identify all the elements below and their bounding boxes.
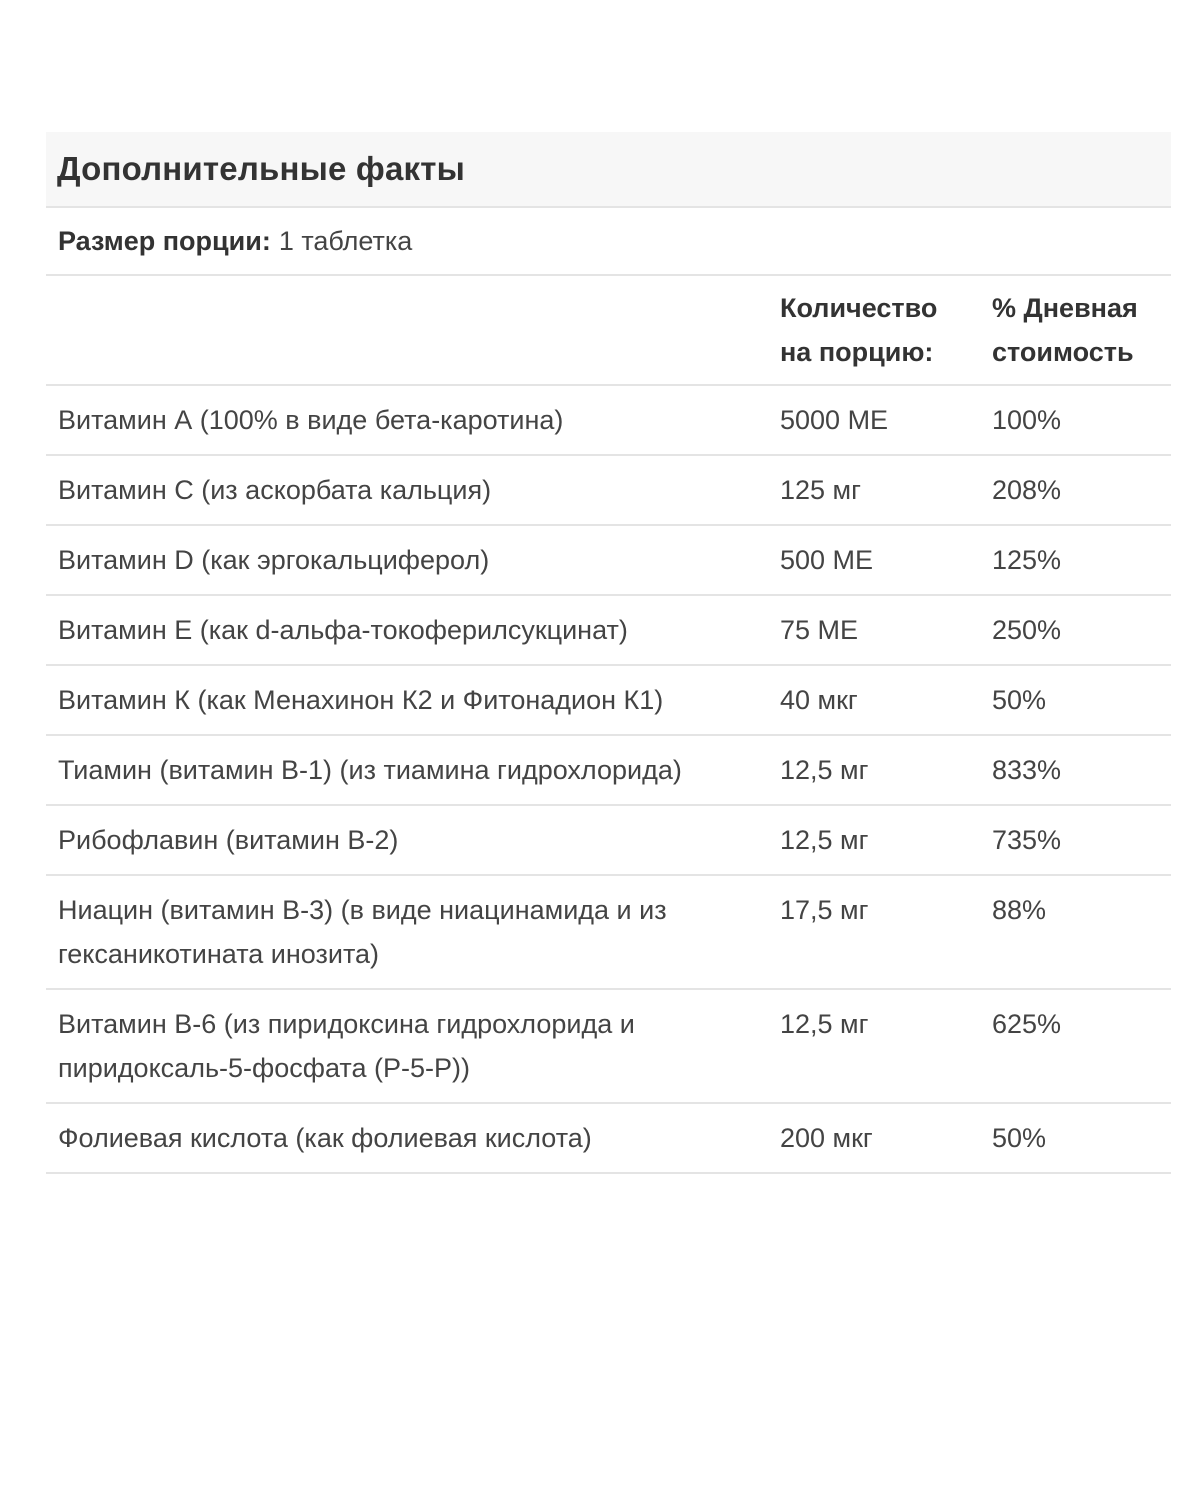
table-row [46, 525, 1171, 595]
table-header-row [46, 276, 1171, 385]
nutrient-daily-value: 625% [980, 989, 1171, 1103]
facts-title-bar [46, 132, 1171, 208]
nutrient-amount: 125 мг [768, 455, 980, 525]
header-amount-per-serving: Количество на порцию: [768, 276, 980, 385]
table-row [46, 595, 1171, 665]
facts-title: Дополнительные факты [57, 150, 466, 187]
nutrient-amount: 200 мкг [768, 1103, 980, 1173]
facts-table [46, 276, 1171, 1174]
nutrient-name: Тиамин (витамин В-1) (из тиамина гидрохлорида) [46, 735, 768, 805]
nutrient-daily-value: 250% [980, 595, 1171, 665]
nutrient-amount: 12,5 мг [768, 989, 980, 1103]
nutrient-name: Ниацин (витамин В-3) (в виде ниацинамида и из гексаникотината инозита) [46, 875, 768, 989]
nutrient-amount: 12,5 мг [768, 805, 980, 875]
table-row [46, 1103, 1171, 1173]
nutrient-daily-value: 50% [980, 1103, 1171, 1173]
supplement-facts-panel [46, 132, 1171, 1174]
nutrient-name: Витамин А (100% в виде бета-каротина) [46, 385, 768, 455]
nutrient-amount: 500 МЕ [768, 525, 980, 595]
nutrient-amount: 75 МЕ [768, 595, 980, 665]
nutrient-daily-value: 125% [980, 525, 1171, 595]
table-row [46, 455, 1171, 525]
nutrient-name: Фолиевая кислота (как фолиевая кислота) [46, 1103, 768, 1173]
nutrient-daily-value: 100% [980, 385, 1171, 455]
nutrient-daily-value: 50% [980, 665, 1171, 735]
table-row [46, 665, 1171, 735]
nutrient-amount: 5000 МЕ [768, 385, 980, 455]
nutrient-daily-value: 735% [980, 805, 1171, 875]
table-row [46, 989, 1171, 1103]
nutrient-name: Рибофлавин (витамин В-2) [46, 805, 768, 875]
serving-size-row [46, 208, 1171, 276]
nutrient-name: Витамин С (из аскорбата кальция) [46, 455, 768, 525]
table-row [46, 805, 1171, 875]
nutrient-daily-value: 208% [980, 455, 1171, 525]
nutrient-name: Витамин К (как Менахинон К2 и Фитонадион К1) [46, 665, 768, 735]
nutrient-daily-value: 88% [980, 875, 1171, 989]
table-row [46, 735, 1171, 805]
nutrient-daily-value: 833% [980, 735, 1171, 805]
serving-size-value: 1 таблетка [278, 225, 413, 256]
nutrient-amount: 12,5 мг [768, 735, 980, 805]
nutrient-name: Витамин В-6 (из пиридоксина гидрохлорида и пиридоксаль-5-фосфата (Р-5-Р)) [46, 989, 768, 1103]
table-row [46, 875, 1171, 989]
facts-table-body [46, 385, 1171, 1173]
serving-size-label: Размер порции: [58, 225, 271, 256]
header-nutrient [46, 276, 768, 385]
nutrient-amount: 40 мкг [768, 665, 980, 735]
table-row [46, 385, 1171, 455]
header-daily-value: % Дневная стоимость [980, 276, 1171, 385]
nutrient-name: Витамин Е (как d-альфа-токоферилсукцинат) [46, 595, 768, 665]
nutrient-name: Витамин D (как эргокальциферол) [46, 525, 768, 595]
nutrient-amount: 17,5 мг [768, 875, 980, 989]
